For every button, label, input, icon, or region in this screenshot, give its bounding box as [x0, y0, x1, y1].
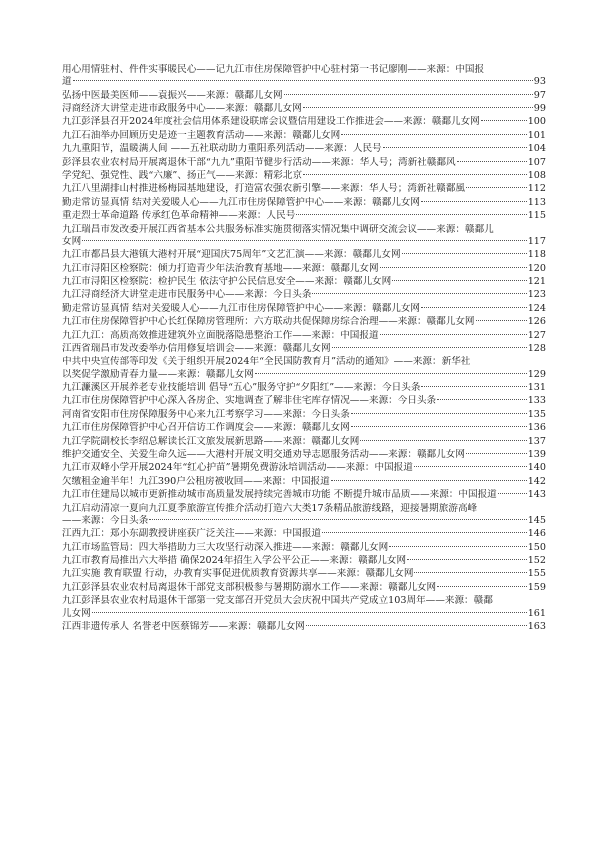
dot-leader — [332, 347, 527, 348]
toc-entry-title-line: 九江浔商经济大讲堂走进市民服务中心——来源：今日头条 — [62, 289, 312, 301]
toc-page-number: 146 — [527, 528, 546, 540]
toc-page-number: 121 — [527, 276, 546, 288]
toc-page-number: 104 — [527, 143, 546, 155]
toc-entry-title-line: 九江市住房保障管护中心长红保障房管理所：六方联动共促保障房综合治理——来源：赣鄱儿女网 — [62, 316, 475, 328]
dot-leader — [414, 466, 527, 467]
toc-entry-title-line: 用心用情驻村、件件实事暖民心——记九江市住房保障管护中心驻村第一书记廖刚——来源：中国报 — [62, 64, 485, 75]
toc-page-number: 117 — [527, 235, 546, 247]
toc-entry[interactable] — [62, 343, 546, 355]
toc-entry[interactable] — [62, 409, 546, 421]
toc-entry[interactable] — [62, 542, 546, 554]
toc-entry-title-line: 九江市住建局以城市更新推动城市高质量发展持续完善城市功能 不断提升城市品质——来源：中国报道 — [62, 489, 497, 501]
toc-page-number: 150 — [527, 541, 546, 553]
toc-entry-title-line: 九江市都昌县大港镇大港村开展“迎国庆75周年”文艺汇演——来源：赣鄱儿女网 — [62, 249, 401, 261]
dot-leader — [351, 426, 527, 427]
toc-entry-title-line: 九江市双峰小学开展2024年“红心护苗”暑期免费游泳培训活动——来源：中国报道 — [62, 462, 413, 474]
toc-page-number: 161 — [527, 607, 546, 619]
toc-entry[interactable] — [62, 449, 546, 461]
toc-entry[interactable] — [62, 249, 546, 261]
toc-entry[interactable] — [62, 183, 546, 195]
dot-leader — [476, 320, 527, 321]
toc-entry[interactable] — [62, 595, 546, 620]
dot-leader — [331, 480, 527, 481]
toc-entry-title-line: 九江彭泽县农业农村局离退休干部党支部积极参与暑期防溺水工作——来源：赣鄱儿女网 — [62, 581, 437, 593]
toc-entry-title-line: 九江市教育局推出六大举措 确保2024年招生入学公平公正——来源：赣鄱儿女网 — [62, 555, 407, 567]
toc-entry-title-line: 弘扬中医最美医师——袁振兴——来源：赣鄱儿女网 — [62, 89, 283, 101]
toc-page-number: 120 — [527, 262, 546, 274]
toc-entry-title-line: 欠缴租金逾半年！九江390户公租房被收回——来源：中国报道 — [62, 475, 330, 487]
dot-leader — [407, 559, 527, 560]
toc-entry[interactable] — [62, 395, 546, 407]
toc-entry[interactable] — [62, 210, 546, 222]
dot-leader — [303, 107, 533, 108]
toc-page-number: 140 — [527, 462, 546, 474]
toc-entry[interactable] — [62, 382, 546, 394]
toc-entry-title-line: 九江石油举办回顾历史是迹一主题教育活动——来源：赣鄱儿女网 — [62, 129, 341, 141]
table-of-contents — [62, 64, 546, 634]
toc-entry-title-line: 九江八里湖排山村推进杨梅园基地建设，打造富农强农新引擎——来源：华人号；湾新社赣鄱風 — [62, 183, 465, 195]
toc-entry[interactable] — [62, 356, 546, 381]
toc-entry-title-line: 女网 — [62, 235, 82, 247]
toc-page-number: 163 — [527, 620, 546, 632]
toc-page-number: 136 — [527, 422, 546, 434]
dot-leader — [303, 174, 527, 175]
toc-entry[interactable] — [62, 528, 546, 540]
toc-page-number: 139 — [527, 449, 546, 461]
dot-leader — [255, 373, 527, 374]
toc-page-number: 93 — [533, 76, 546, 88]
toc-page-number: 124 — [527, 302, 546, 314]
dot-leader — [414, 572, 526, 573]
toc-entry-title-line: 九江彭泽县召开2024年度社会信用体系建设联席会议暨信用建设工作推进会——来源：赣鄱儿女网 — [62, 116, 480, 128]
toc-entry[interactable] — [62, 197, 546, 209]
dot-leader — [322, 532, 527, 533]
toc-entry[interactable] — [62, 422, 546, 434]
dot-leader — [341, 134, 526, 135]
toc-entry-title-line: 江西非遗传承人 名誉老中医蔡锦芳——来源：赣鄱儿女网 — [62, 620, 305, 632]
toc-entry[interactable] — [62, 462, 546, 474]
toc-page-number: 133 — [527, 395, 546, 407]
toc-entry[interactable] — [62, 621, 546, 633]
toc-entry-title-line: 维护交通安全、关爱生命久远——大港村开展文明交通劝导志愿服务活动——来源：赣鄱儿女网 — [62, 449, 465, 461]
toc-entry-title-line: 九江市浔阳区检察院：倾力打造青少年法治教育基地——来源：赣鄱儿女网 — [62, 262, 379, 274]
toc-entry-title-line: 九江市住房保障管护中心深入各房企、实地调查了解非住宅库存情况——来源：今日头条 — [62, 395, 437, 407]
toc-entry[interactable] — [62, 303, 546, 315]
dot-leader — [306, 625, 527, 626]
toc-entry-title-line: 九江濂溪区开展养老专业技能培训 倡导“五心”服务守护“夕阳红”——来源：今日头条 — [62, 382, 421, 394]
dot-leader — [149, 519, 526, 520]
dot-leader — [392, 280, 526, 281]
toc-entry-title-line: 九江彭泽县农业农村局退休干部第一党支部召开党员大会庆祝中国共产党成立103周年——来源：赣鄱 — [62, 595, 493, 607]
toc-entry-title-line: 九江瑞昌市发改委开展江西省基本公共服务标准实施贯彻落实情况集中调研交流会议——来源：赣鄱儿 — [62, 223, 494, 235]
toc-page-number: 145 — [527, 514, 546, 526]
toc-page-number: 101 — [527, 129, 546, 141]
toc-page-number: 118 — [527, 249, 546, 261]
toc-page-number: 100 — [527, 116, 546, 128]
toc-entry-title-line: 儿女网 — [62, 607, 91, 619]
toc-entry[interactable] — [62, 276, 546, 288]
dot-leader — [73, 80, 533, 81]
toc-page-number: 155 — [527, 568, 546, 580]
toc-entry-title-line: 九江九江：高质高效推进建筑外立面脱落隐患整治工作——来源：中国报道 — [62, 329, 379, 341]
toc-entry-title-line: ——来源：今日头条 — [62, 514, 149, 526]
toc-entry[interactable] — [62, 224, 546, 249]
toc-entry[interactable] — [62, 289, 546, 301]
toc-entry[interactable] — [62, 170, 546, 182]
dot-leader — [312, 293, 526, 294]
toc-entry[interactable] — [62, 90, 546, 102]
toc-page-number: 131 — [527, 382, 546, 394]
toc-entry[interactable] — [62, 263, 546, 275]
toc-entry-title-line: 九江学院副校长李绍总解读长江文旅发展新思路——来源：赣鄱儿女网 — [62, 435, 360, 447]
dot-leader — [360, 440, 526, 441]
toc-entry[interactable] — [62, 489, 546, 501]
toc-page-number: 115 — [527, 210, 546, 222]
toc-page-number: 126 — [527, 316, 546, 328]
toc-entry-title-line: 九江实施 教育联盟 行动，办教育实事促进优质教育资源共享——来源：赣鄱儿女网 — [62, 568, 414, 580]
dot-leader — [82, 240, 527, 241]
toc-page-number: 137 — [527, 435, 546, 447]
dot-leader — [421, 386, 526, 387]
toc-page-number: 143 — [527, 489, 546, 501]
dot-leader — [437, 586, 527, 587]
dot-leader — [466, 187, 527, 188]
toc-entry[interactable] — [62, 476, 546, 488]
toc-page-number: 113 — [527, 196, 546, 208]
dot-leader — [389, 546, 527, 547]
dot-leader — [421, 201, 527, 202]
dot-leader — [466, 453, 527, 454]
toc-entry-title-line: 重走烈士革命道路 传承红色革命精神——来源：人民号 — [62, 210, 296, 222]
toc-entry-title-line: 九江市场监管局：四大举措助力三大攻坚行动深入推进——来源：赣鄱儿女网 — [62, 541, 389, 553]
toc-entry[interactable] — [62, 436, 546, 448]
toc-entry[interactable] — [62, 157, 546, 169]
toc-page-number: 159 — [527, 581, 546, 593]
dot-leader — [380, 267, 527, 268]
toc-entry-title-line: 九九重阳节，温暖满人间 ——五社联动助力重阳系列活动——来源：人民号 — [62, 143, 382, 155]
toc-entry-title-line: 勤走常访显真情 结对关爱暖人心——九江市住房保障管护中心——来源：赣鄱儿女网 — [62, 196, 421, 208]
toc-entry-title-line: 江西九江：郑小东副教授讲座获广泛关注——来源：中国报道 — [62, 528, 322, 540]
toc-entry-title-line: 江西省瑞昌市发改委举办信用修复培训会——来源：赣鄱儿女网 — [62, 343, 331, 355]
dot-leader — [498, 493, 527, 494]
toc-entry-title-line: 学党纪、强党性、践“六廉”、扬正气——来源：精彩北京 — [62, 170, 303, 182]
toc-entry[interactable] — [62, 316, 546, 328]
toc-page-number: 112 — [527, 183, 546, 195]
toc-entry-title-line: 九江市住房保障管护中心召开信访工作调度会——来源：赣鄱儿女网 — [62, 422, 350, 434]
toc-entry-title-line: 九江市浔阳区检察院：检护民生 依法守护公民信息安全——来源：赣鄱儿女网 — [62, 276, 392, 288]
dot-leader — [296, 214, 526, 215]
toc-entry-title-line: 中共中央宣传部等印发《关于组织开展2024年“全民国防教育月”活动的通知》——来源：新华社 — [62, 356, 471, 368]
toc-entry[interactable] — [62, 130, 546, 142]
dot-leader — [437, 399, 527, 400]
toc-page-number: 152 — [527, 555, 546, 567]
toc-entry[interactable] — [62, 503, 546, 528]
toc-entry-title-line: 河南省安阳市住房保障服务中心来九江考察学习——来源：今日头条 — [62, 408, 350, 420]
dot-leader — [481, 120, 527, 121]
dot-leader — [383, 147, 527, 148]
toc-entry-title-line: 彭泽县农业农村局开展离退休干部“九九”重阳节健步行活动——来源：华人号；湾新社赣鄱风 — [62, 156, 456, 168]
toc-page-number: 99 — [533, 103, 546, 115]
toc-entry[interactable] — [62, 568, 546, 580]
dot-leader — [457, 161, 527, 162]
dot-leader — [284, 94, 533, 95]
toc-page-number: 123 — [527, 289, 546, 301]
toc-page-number: 108 — [527, 170, 546, 182]
dot-leader — [351, 413, 527, 414]
dot-leader — [402, 253, 527, 254]
toc-entry[interactable] — [62, 143, 546, 155]
toc-entry[interactable] — [62, 103, 546, 115]
toc-entry[interactable] — [62, 330, 546, 342]
toc-page-number: 129 — [527, 368, 546, 380]
toc-entry-title-line: 以奖促学激励青春力量——来源：赣鄱儿女网 — [62, 368, 254, 380]
toc-page-number: 135 — [527, 408, 546, 420]
dot-leader — [421, 307, 527, 308]
toc-page-number: 142 — [527, 475, 546, 487]
toc-page-number: 127 — [527, 329, 546, 341]
toc-entry[interactable] — [62, 582, 546, 594]
toc-page-number: 97 — [533, 89, 546, 101]
toc-entry-title-line: 道 — [62, 76, 72, 88]
toc-page-number: 128 — [527, 343, 546, 355]
toc-entry-title-line: 九江启动清凉一夏向九江夏季旅游宣传推介活动打造六大类17条精品旅游线路，迎接暑期旅游高峰 — [62, 502, 478, 514]
toc-page-number: 107 — [527, 156, 546, 168]
toc-entry[interactable] — [62, 116, 546, 128]
toc-entry[interactable] — [62, 64, 546, 89]
toc-entry-title-line: 勤走常访显真情 结对关爱暖人心——九江市住房保障管护中心——来源：赣鄱儿女网 — [62, 302, 421, 314]
dot-leader — [92, 612, 527, 613]
toc-entry-title-line: 浔商经济大讲堂走进市政服务中心——来源：赣鄱儿女网 — [62, 103, 302, 115]
dot-leader — [380, 334, 527, 335]
toc-entry[interactable] — [62, 555, 546, 567]
